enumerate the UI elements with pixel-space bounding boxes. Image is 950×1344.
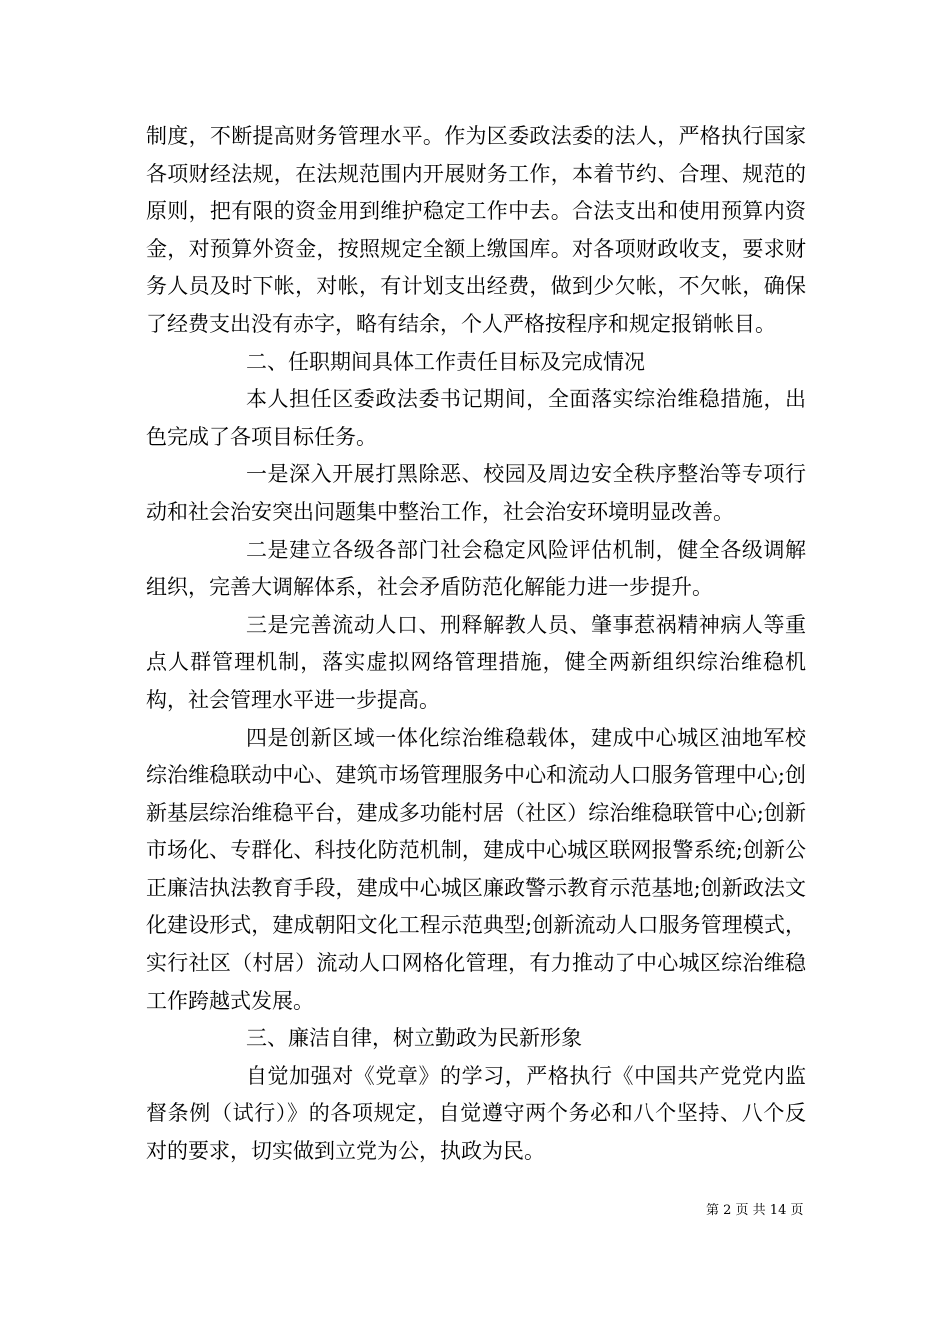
section-heading-2: 二、任职期间具体工作责任目标及完成情况 <box>246 349 645 374</box>
paragraph-4: 一是深入开展打黑除恶、校园及周边安全秩序整治等专项行动和社会治安突出问题集中整治工作，社会治安环境明显改善。 <box>146 462 806 524</box>
paragraph-6: 三是完善流动人口、刑释解教人员、肇事惹祸精神病人等重点人群管理机制，落实虚拟网络管理措施，健全两新组织综治维稳机构，社会管理水平进一步提高。 <box>146 612 806 712</box>
paragraph-9: 自觉加强对《党章》的学习，严格执行《中国共产党党内监督条例（试行）》的各项规定，自觉遵守两个务必和八个坚持、八个反对的要求，切实做到立党为公，执政为民。 <box>146 1063 806 1164</box>
paragraph-3: 本人担任区委政法委书记期间，全面落实综治维稳措施，出色完成了各项目标任务。 <box>146 387 806 449</box>
page-number-footer: 第 2 页 共 14 页 <box>706 1203 804 1218</box>
paragraph-7: 四是创新区域一体化综治维稳载体，建成中心城区油地军校综治维稳联动中心、建筑市场管理服务中心和流动人口服务管理中心;创新基层综治维稳平台，建成多功能村居（社区）综治维稳联管中心;创新市场化、专群化、科技化防范机制，建成中心城区联网报警系统;创新公正廉洁执法教育手段，建成中心城区廉政警示教育示范基地;创新政法文化建设形式，建成朝阳文化工程示范典型;创新流动人口服务管理模式，实行社区（村居）流动人口网格化管理，有力推动了中心城区综治维稳工作跨越式发展。 <box>146 725 806 1013</box>
document-body <box>146 118 806 1171</box>
section-heading-3: 三、廉洁自律，树立勤政为民新形象 <box>246 1026 582 1051</box>
paragraph-1: 制度，不断提高财务管理水平。作为区委政法委的法人，严格执行国家各项财经法规，在法规范围内开展财务工作，本着节约、合理、规范的原则，把有限的资金用到维护稳定工作中去。合法支出和使用预算内资金，对预算外资金，按照规定全额上缴国库。对各项财政收支，要求财务人员及时下帐，对帐，有计划支出经费，做到少欠帐，不欠帐，确保了经费支出没有赤字，略有结余，个人严格按程序和规定报销帐目。 <box>146 124 806 336</box>
paragraph-5: 二是建立各级各部门社会稳定风险评估机制，健全各级调解组织，完善大调解体系，社会矛盾防范化解能力进一步提升。 <box>146 537 806 600</box>
